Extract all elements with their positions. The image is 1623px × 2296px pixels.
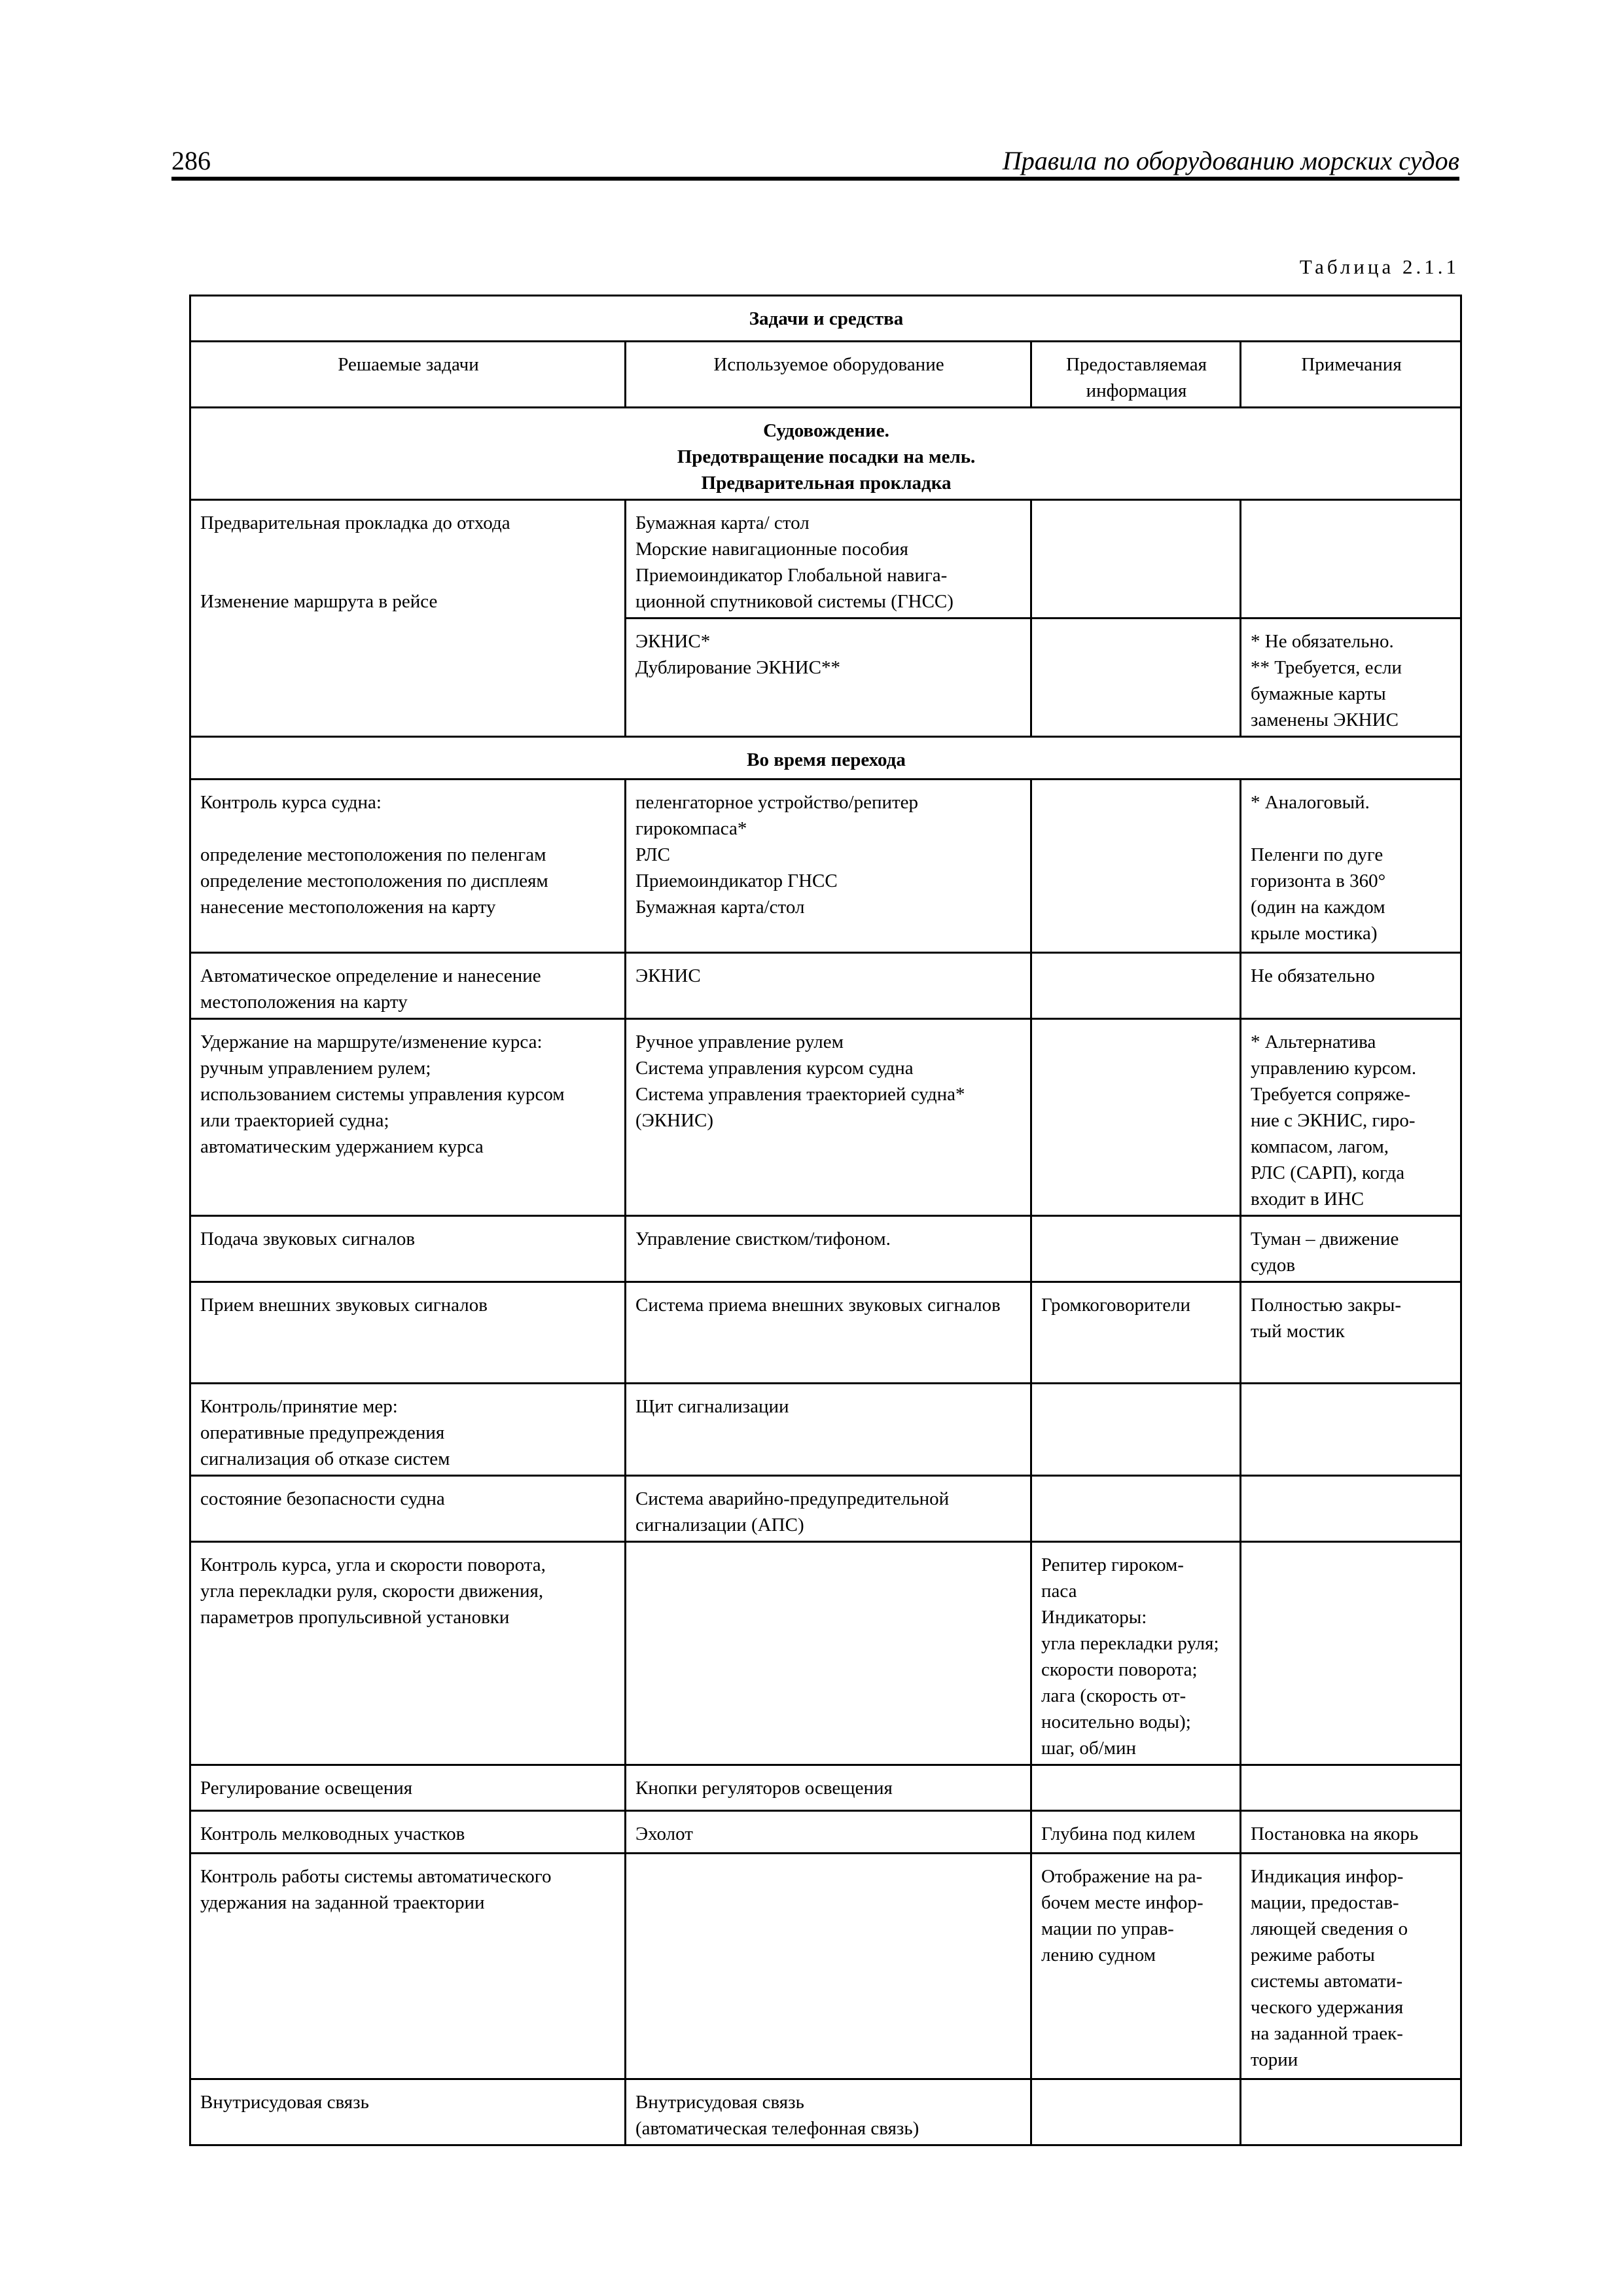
notes-line: управлению курсом. (1251, 1058, 1417, 1079)
equipment-cell: ЭКНИС (626, 953, 1031, 1019)
info-cell (1031, 780, 1241, 953)
info-cell (1031, 1542, 1241, 1765)
equipment-line: пеленгаторное устройство/репитер (635, 792, 919, 813)
notes-line: ляющей сведения о (1251, 1918, 1408, 1939)
info-line: мации по управ- (1041, 1918, 1174, 1939)
equipment-cell: Щит сигнализации (626, 1384, 1031, 1476)
task-line: Контроль/принятие мер: (200, 1396, 398, 1417)
section-header (190, 408, 1461, 500)
notes-cell (1241, 1216, 1461, 1282)
notes-line: заменены ЭКНИС (1251, 709, 1399, 730)
info-cell (1031, 1384, 1241, 1476)
task-line: ручным управлением рулем; (200, 1058, 431, 1079)
notes-cell (1241, 1282, 1461, 1384)
task-line: Автоматическое определение и нанесение (200, 965, 541, 986)
notes-cell (1241, 1384, 1461, 1476)
table-row (190, 500, 1461, 619)
notes-line: (один на каждом (1251, 897, 1385, 918)
info-line: паса (1041, 1581, 1077, 1602)
notes-line: * Альтернатива (1251, 1031, 1376, 1052)
equipment-line: Система управления траекторией судна* (635, 1084, 965, 1105)
col-header-tasks: Решаемые задачи (190, 342, 626, 408)
info-cell: Громкоговорители (1031, 1282, 1241, 1384)
info-cell (1031, 1854, 1241, 2079)
task-line: использованием системы управления курсом (200, 1084, 565, 1105)
notes-cell (1241, 1019, 1461, 1216)
equipment-line: Система управления курсом судна (635, 1058, 914, 1079)
equipment-cell (626, 1476, 1031, 1542)
table-row (190, 2079, 1461, 2145)
equipment-line: РЛС (635, 844, 670, 865)
notes-cell (1241, 1476, 1461, 1542)
notes-cell: Постановка на якорь (1241, 1811, 1461, 1854)
task-line: Контроль работы системы автоматического (200, 1866, 552, 1887)
notes-cell (1241, 500, 1461, 619)
task-text: Предварительная прокладка до отхода (200, 512, 510, 533)
task-line: сигнализация об отказе систем (200, 1448, 450, 1469)
section-line: Предотвращение посадки на мель. (677, 446, 976, 467)
info-line: Индикаторы: (1041, 1607, 1147, 1628)
table-row (190, 1019, 1461, 1216)
info-cell (1031, 2079, 1241, 2145)
notes-line: ческого удержания (1251, 1997, 1404, 2018)
task-line: автоматическим удержанием курса (200, 1136, 484, 1157)
task-line: угла перекладки руля, скорости движения, (200, 1581, 544, 1602)
task-line: параметров пропульсивной установки (200, 1607, 510, 1628)
task-cell (190, 1384, 626, 1476)
equipment-cell (626, 2079, 1031, 2145)
equipment-cell: Управление свистком/тифоном. (626, 1216, 1031, 1282)
info-cell: Глубина под килем (1031, 1811, 1241, 1854)
notes-line: входит в ИНС (1251, 1189, 1364, 1210)
equipment-cell: Эхолот (626, 1811, 1031, 1854)
task-cell (190, 780, 626, 953)
info-cell (1031, 1476, 1241, 1542)
equipment-line: Приемоиндикатор Глобальной навига- (635, 565, 948, 586)
section-line: Во время перехода (747, 749, 906, 770)
info-cell (1031, 500, 1241, 619)
task-line: оперативные предупреждения (200, 1422, 445, 1443)
info-line: лага (скорость от- (1041, 1685, 1186, 1706)
info-line: Репитер гироком- (1041, 1554, 1184, 1575)
notes-line: * Аналоговый. (1251, 792, 1370, 813)
notes-line: Туман – движение (1251, 1229, 1399, 1249)
notes-line: ** Требуется, если (1251, 657, 1402, 678)
equipment-line: (ЭКНИС) (635, 1110, 714, 1131)
equipment-cell (626, 780, 1031, 953)
info-cell (1031, 1019, 1241, 1216)
notes-line: ние с ЭКНИС, гиро- (1251, 1110, 1416, 1131)
col-header-notes: Примечания (1241, 342, 1461, 408)
notes-line: РЛС (САРП), когда (1251, 1162, 1405, 1183)
equipment-line: Приемоиндикатор ГНСС (635, 870, 838, 891)
notes-line: Пеленги по дуге (1251, 844, 1383, 865)
equipment-line: Дублирование ЭКНИС** (635, 657, 840, 678)
equipment-line: Внутрисудовая связь (635, 2092, 804, 2113)
notes-line: тый мостик (1251, 1321, 1345, 1342)
notes-line: Требуется сопряже- (1251, 1084, 1411, 1105)
notes-cell (1241, 1542, 1461, 1765)
table-row (190, 1282, 1461, 1384)
table-row (190, 1476, 1461, 1542)
info-line: угла перекладки руля; (1041, 1633, 1219, 1654)
notes-cell (1241, 619, 1461, 737)
notes-line: горизонта в 360° (1251, 870, 1386, 891)
equipment-line: гирокомпаса* (635, 818, 747, 839)
info-line: скорости поворота; (1041, 1659, 1198, 1680)
task-cell: состояние безопасности судна (190, 1476, 626, 1542)
equipment-line: ционной спутниковой системы (ГНСС) (635, 591, 954, 612)
notes-line: бумажные карты (1251, 683, 1386, 704)
notes-cell (1241, 2079, 1461, 2145)
table-row (190, 1384, 1461, 1476)
col-header-equipment: Используемое оборудование (626, 342, 1031, 408)
running-title: Правила по оборудованию морских судов (1002, 146, 1459, 175)
info-line: лению судном (1041, 1945, 1156, 1965)
notes-cell (1241, 780, 1461, 953)
notes-line: Полностью закры- (1251, 1295, 1402, 1316)
task-line: определение местоположения по пеленгам (200, 844, 546, 865)
info-cell (1031, 619, 1241, 737)
task-line: нанесение местоположения на карту (200, 897, 496, 918)
section-line: Судовождение. (763, 420, 889, 441)
task-text: Изменение маршрута в рейсе (200, 591, 438, 612)
equipment-cell: Кнопки регуляторов освещения (626, 1765, 1031, 1811)
task-cell (190, 953, 626, 1019)
notes-line: крыле мостика) (1251, 923, 1378, 944)
equipment-cell: Система приема внешних звуковых сигналов (626, 1282, 1031, 1384)
notes-line: мации, предостав- (1251, 1892, 1399, 1913)
notes-line: тории (1251, 2049, 1298, 2070)
equipment-line: ЭКНИС* (635, 631, 711, 652)
table-row (190, 953, 1461, 1019)
task-cell: Подача звуковых сигналов (190, 1216, 626, 1282)
notes-line: системы автомати- (1251, 1971, 1403, 1992)
task-line: или траекторией судна; (200, 1110, 389, 1131)
info-line: бочем месте инфор- (1041, 1892, 1204, 1913)
table-row (190, 1765, 1461, 1811)
table-row (190, 1811, 1461, 1854)
equipment-line: Бумажная карта/стол (635, 897, 805, 918)
task-line: Удержание на маршруте/изменение курса: (200, 1031, 543, 1052)
task-line: определение местоположения по дисплеям (200, 870, 548, 891)
task-line: местоположения на карту (200, 992, 408, 1013)
task-cell (190, 1542, 626, 1765)
info-line: носительно воды); (1041, 1712, 1191, 1732)
info-line: Отображение на ра- (1041, 1866, 1203, 1887)
task-line: Контроль курса, угла и скорости поворота, (200, 1554, 546, 1575)
equipment-cell (626, 500, 1031, 619)
task-line: удержания на заданной траектории (200, 1892, 485, 1913)
notes-line: Индикация инфор- (1251, 1866, 1404, 1887)
notes-line: * Не обязательно. (1251, 631, 1394, 652)
table-row (190, 780, 1461, 953)
table-caption: Таблица 2.1.1 (1299, 255, 1459, 278)
task-line: Контроль курса судна: (200, 792, 382, 813)
table-row (190, 1854, 1461, 2079)
notes-line: судов (1251, 1255, 1296, 1276)
equipment-line: Ручное управление рулем (635, 1031, 844, 1052)
notes-line: компасом, лагом, (1251, 1136, 1389, 1157)
info-cell (1031, 1765, 1241, 1811)
equipment-cell (626, 1854, 1031, 2079)
task-cell: Прием внешних звуковых сигналов (190, 1282, 626, 1384)
section-line: Предварительная прокладка (701, 473, 952, 493)
info-cell (1031, 953, 1241, 1019)
equipment-line: (автоматическая телефонная связь) (635, 2118, 919, 2139)
section-header (190, 737, 1461, 780)
equipment-line: сигнализации (АПС) (635, 1515, 804, 1535)
equipment-cell (626, 1019, 1031, 1216)
tasks-table (189, 295, 1462, 2146)
task-cell: Внутрисудовая связь (190, 2079, 626, 2145)
task-cell: Контроль мелководных участков (190, 1811, 626, 1854)
info-line: шаг, об/мин (1041, 1738, 1137, 1759)
notes-line: на заданной траек- (1251, 2023, 1403, 2044)
task-cell (190, 1854, 626, 2079)
equipment-line: Бумажная карта/ стол (635, 512, 810, 533)
info-cell (1031, 1216, 1241, 1282)
notes-cell (1241, 1765, 1461, 1811)
task-cell (190, 1019, 626, 1216)
equipment-line: Система аварийно-предупредительной (635, 1488, 950, 1509)
equipment-cell (626, 1542, 1031, 1765)
equipment-cell (626, 619, 1031, 737)
table-row (190, 1216, 1461, 1282)
task-cell: Регулирование освещения (190, 1765, 626, 1811)
notes-cell: Не обязательно (1241, 953, 1461, 1019)
page-number: 286 (171, 146, 211, 175)
equipment-line: Морские навигационные пособия (635, 539, 908, 560)
table-title: Задачи и средства (190, 296, 1461, 342)
task-cell (190, 500, 626, 737)
notes-cell (1241, 1854, 1461, 2079)
table-row (190, 1542, 1461, 1765)
header-rule (171, 177, 1459, 181)
col-header-information: Предоставляемая информация (1031, 342, 1241, 408)
notes-line: режиме работы (1251, 1945, 1375, 1965)
